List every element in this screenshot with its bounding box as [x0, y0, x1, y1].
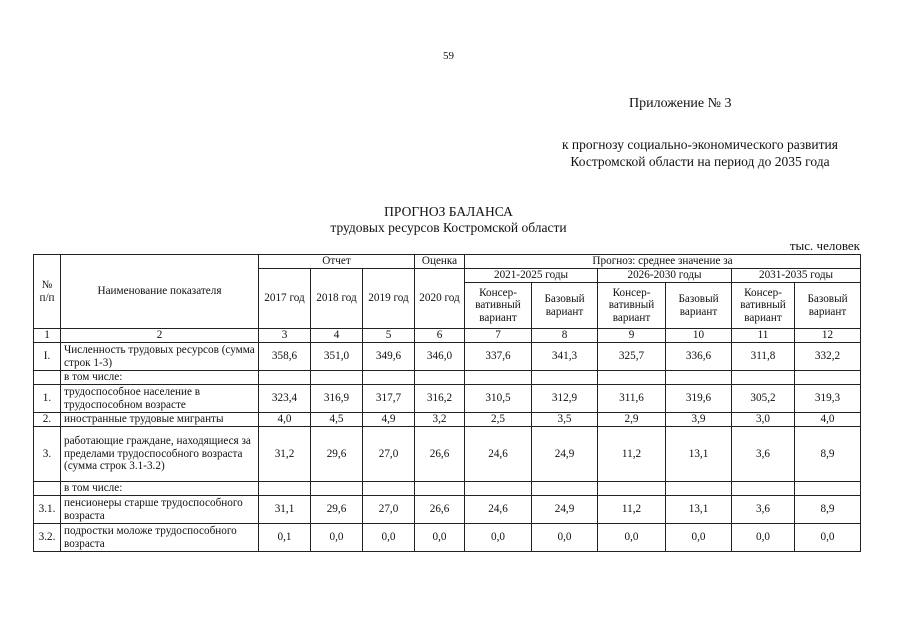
row-name: Численность трудовых ресурсов (сумма строк 1-3) — [61, 343, 259, 371]
value-cell: 0,1 — [259, 524, 311, 552]
row-number — [34, 371, 61, 385]
header-forecast: Прогноз: среднее значение за — [465, 255, 861, 269]
value-cell: 3,0 — [732, 413, 795, 427]
table-row — [34, 385, 861, 413]
value-cell: 3,9 — [666, 413, 732, 427]
value-cell: 4,0 — [259, 413, 311, 427]
value-cell: 332,2 — [795, 343, 861, 371]
value-cell: 0,0 — [532, 524, 598, 552]
column-number: 7 — [465, 329, 532, 343]
column-number: 6 — [415, 329, 465, 343]
value-cell: 3,2 — [415, 413, 465, 427]
value-cell: 312,9 — [532, 385, 598, 413]
header-variant: Консер-вативный вариант — [465, 283, 532, 329]
column-number: 11 — [732, 329, 795, 343]
column-number: 10 — [666, 329, 732, 343]
value-cell: 0,0 — [363, 524, 415, 552]
value-cell: 323,4 — [259, 385, 311, 413]
table-row — [34, 371, 861, 385]
value-cell: 27,0 — [363, 427, 415, 482]
row-number: 2. — [34, 413, 61, 427]
document-title — [0, 204, 897, 236]
value-cell: 319,3 — [795, 385, 861, 413]
value-cell: 3,6 — [732, 427, 795, 482]
value-cell: 358,6 — [259, 343, 311, 371]
header-variant: Консер-вативный вариант — [598, 283, 666, 329]
row-number: I. — [34, 343, 61, 371]
header-variant: Базовый вариант — [666, 283, 732, 329]
value-cell: 26,6 — [415, 427, 465, 482]
value-cell: 2,5 — [465, 413, 532, 427]
value-cell: 31,2 — [259, 427, 311, 482]
row-name: трудоспособное население в трудоспособном возрасте — [61, 385, 259, 413]
header-period: 2021-2025 годы — [465, 269, 598, 283]
row-name: в том числе: — [61, 371, 259, 385]
value-cell: 24,9 — [532, 427, 598, 482]
subtitle-line-1: к прогнозу социально-экономического развития — [562, 137, 838, 152]
column-number: 2 — [61, 329, 259, 343]
value-cell: 26,6 — [415, 496, 465, 524]
value-cell: 0,0 — [795, 524, 861, 552]
value-cell: 4,0 — [795, 413, 861, 427]
table-row — [34, 482, 861, 496]
row-name: подростки моложе трудоспособного возраста — [61, 524, 259, 552]
value-cell: 11,2 — [598, 496, 666, 524]
column-number: 4 — [311, 329, 363, 343]
row-number: 3. — [34, 427, 61, 482]
table-row — [34, 524, 861, 552]
header-report: Отчет — [259, 255, 415, 269]
document-subtitle — [500, 136, 897, 170]
header-year: 2018 год — [311, 269, 363, 329]
value-cell: 4,9 — [363, 413, 415, 427]
column-number: 9 — [598, 329, 666, 343]
row-number: 3.1. — [34, 496, 61, 524]
header-variant: Консер-вативный вариант — [732, 283, 795, 329]
table-row — [34, 496, 861, 524]
value-cell: 29,6 — [311, 496, 363, 524]
table-row — [34, 427, 861, 482]
value-cell: 0,0 — [465, 524, 532, 552]
title-line-2: трудовых ресурсов Костромской области — [330, 220, 567, 235]
value-cell: 13,1 — [666, 496, 732, 524]
row-number: 3.2. — [34, 524, 61, 552]
value-cell: 24,9 — [532, 496, 598, 524]
value-cell: 311,6 — [598, 385, 666, 413]
table-row — [34, 413, 861, 427]
value-cell: 27,0 — [363, 496, 415, 524]
value-cell: 2,9 — [598, 413, 666, 427]
subtitle-line-2: Костромской области на период до 2035 года — [570, 154, 830, 169]
value-cell: 316,9 — [311, 385, 363, 413]
column-number: 3 — [259, 329, 311, 343]
table-row — [34, 343, 861, 371]
value-cell: 319,6 — [666, 385, 732, 413]
header-year: 2017 год — [259, 269, 311, 329]
value-cell: 0,0 — [598, 524, 666, 552]
units-label: тыс. человек — [789, 238, 860, 253]
value-cell: 0,0 — [666, 524, 732, 552]
row-number: 1. — [34, 385, 61, 413]
value-cell: 316,2 — [415, 385, 465, 413]
value-cell: 311,8 — [732, 343, 795, 371]
value-cell: 29,6 — [311, 427, 363, 482]
value-cell: 13,1 — [666, 427, 732, 482]
value-cell: 24,6 — [465, 496, 532, 524]
column-number: 1 — [34, 329, 61, 343]
value-cell: 8,9 — [795, 496, 861, 524]
value-cell: 341,3 — [532, 343, 598, 371]
column-number: 8 — [532, 329, 598, 343]
value-cell: 11,2 — [598, 427, 666, 482]
value-cell: 0,0 — [732, 524, 795, 552]
header-period: 2031-2035 годы — [732, 269, 861, 283]
row-name: работающие граждане, находящиеся за пределами трудоспособного возраста (сумма строк 3.1-3.2) — [61, 427, 259, 482]
labor-balance-table — [33, 254, 861, 552]
header-variant: Базовый вариант — [795, 283, 861, 329]
value-cell: 31,1 — [259, 496, 311, 524]
value-cell: 351,0 — [311, 343, 363, 371]
column-number: 12 — [795, 329, 861, 343]
value-cell: 336,6 — [666, 343, 732, 371]
value-cell: 24,6 — [465, 427, 532, 482]
title-line-1: ПРОГНОЗ БАЛАНСА — [384, 204, 513, 219]
row-number — [34, 482, 61, 496]
value-cell: 310,5 — [465, 385, 532, 413]
header-estimate: Оценка — [415, 255, 465, 269]
value-cell: 4,5 — [311, 413, 363, 427]
value-cell: 3,6 — [732, 496, 795, 524]
value-cell: 349,6 — [363, 343, 415, 371]
value-cell: 0,0 — [415, 524, 465, 552]
header-year: 2020 год — [415, 269, 465, 329]
header-year: 2019 год — [363, 269, 415, 329]
header-name: Наименование показателя — [61, 255, 259, 329]
header-no: № п/п — [34, 255, 61, 329]
row-name: иностранные трудовые мигранты — [61, 413, 259, 427]
value-cell: 305,2 — [732, 385, 795, 413]
header-variant: Базовый вариант — [532, 283, 598, 329]
page-number: 59 — [443, 50, 454, 62]
value-cell: 337,6 — [465, 343, 532, 371]
value-cell: 0,0 — [311, 524, 363, 552]
row-name: в том числе: — [61, 482, 259, 496]
value-cell: 3,5 — [532, 413, 598, 427]
value-cell: 325,7 — [598, 343, 666, 371]
value-cell: 8,9 — [795, 427, 861, 482]
row-name: пенсионеры старше трудоспособного возраста — [61, 496, 259, 524]
value-cell: 317,7 — [363, 385, 415, 413]
header-period: 2026-2030 годы — [598, 269, 732, 283]
value-cell: 346,0 — [415, 343, 465, 371]
appendix-label: Приложение № 3 — [629, 96, 732, 111]
column-number: 5 — [363, 329, 415, 343]
